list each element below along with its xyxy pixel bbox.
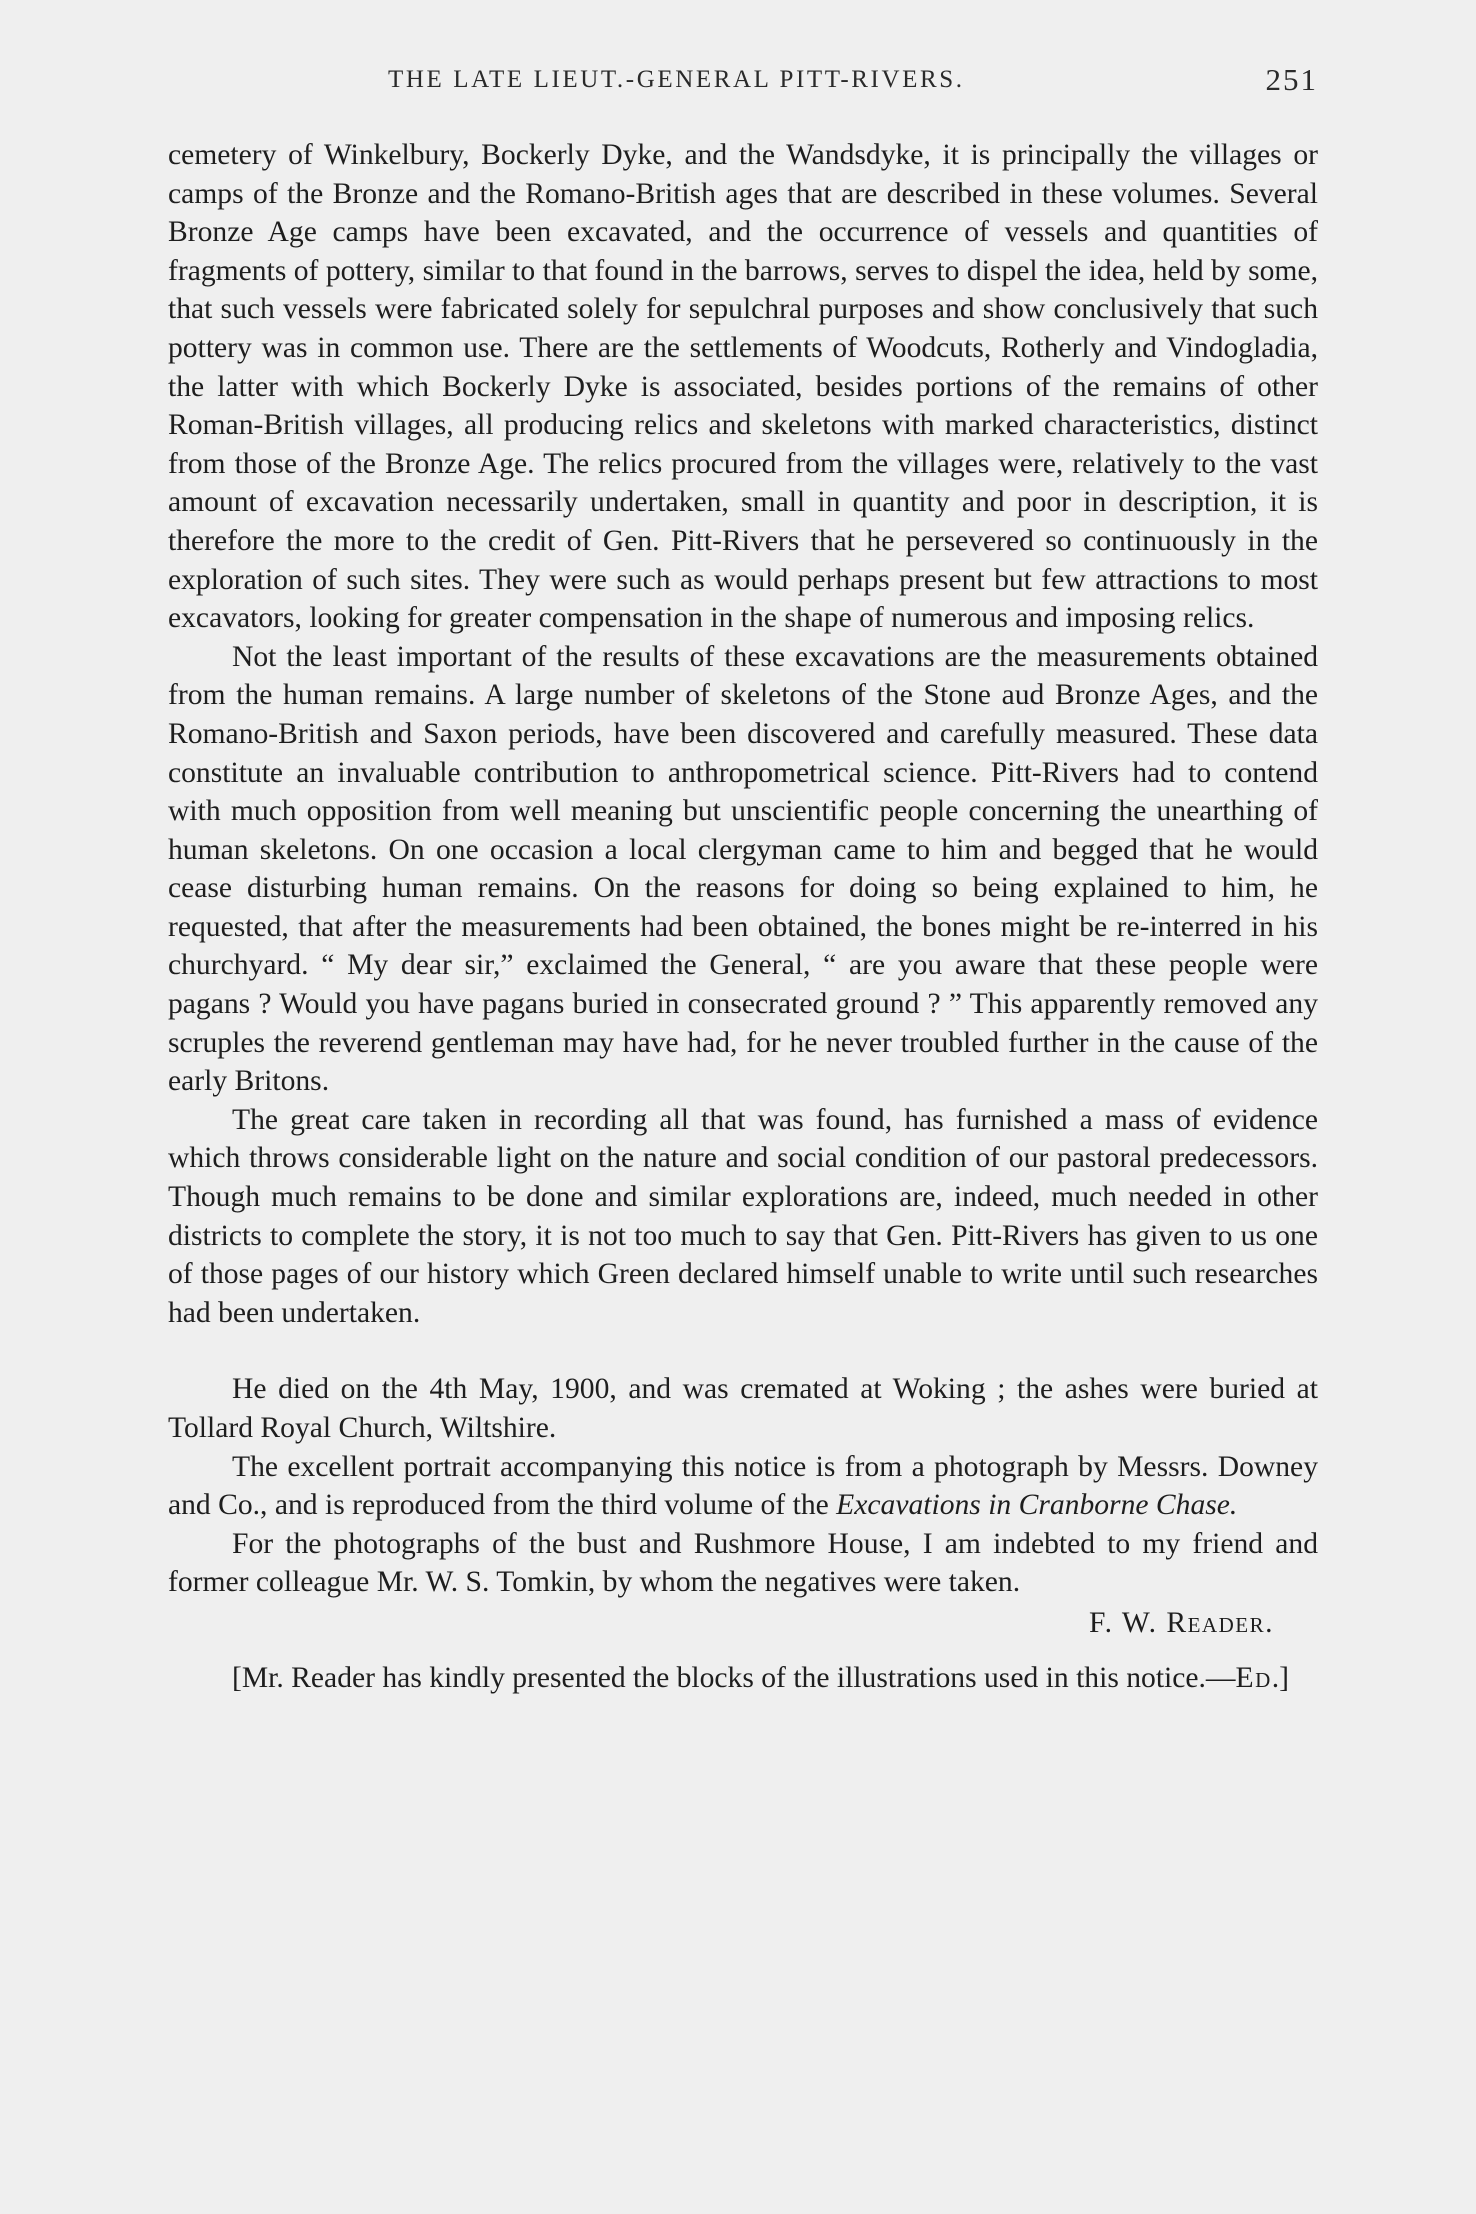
paragraph-6: For the photographs of the bust and Rushmore House, I am indebted to my friend and former colleague Mr. W. S. Tomkin, by whom the negatives were taken. <box>168 1527 1318 1599</box>
author-signature: F. W. Reader. <box>1089 1606 1274 1639</box>
running-title: THE LATE LIEUT.-GENERAL PITT-RIVERS. <box>388 66 965 93</box>
paragraph-1: cemetery of Winkelbury, Bockerly Dyke, and the Wandsdyke, it is principally the villages or camps of the Bronze and the Romano-British ages that are described in these volumes. Several Bronze Age camps have been excavated, and the occurrence of vessels and quantities of fragments of pottery, similar to that found in the barrows, serves to dispel the idea, held by some, that such vessels were fabricated solely for sepulchral purposes and show conclusively that such pottery was in common use. There are the settlements of Woodcuts, Rotherly and Vindogladia, the latter with which Bockerly Dyke is associated, besides portions of the remains of other Roman-British villages, all producing relics and skeletons with marked characteristics, distinct from those of the Bronze Age. The relics procured from the villages were, relatively to the vast amount of excavation necessarily undertaken, small in quantity and poor in description, it is therefore the more to the credit of Gen. Pitt-Rivers that he persevered so continuously in the exploration of such sites. They were such as would perhaps present but few attractions to most excavators, looking for greater compensation in the shape of numerous and imposing relics. <box>168 139 1318 635</box>
paragraph-4: He died on the 4th May, 1900, and was cremated at Woking ; the ashes were buried at Tollard Royal Church, Wiltshire. <box>168 1373 1318 1444</box>
paragraph-gap <box>168 1332 1318 1370</box>
editor-abbreviation: Ed <box>1235 1661 1272 1694</box>
page-header <box>168 62 1318 106</box>
book-title: Excavations in Cranborne Chase. <box>836 1489 1238 1522</box>
paragraph-2: Not the least important of the results of these excavations are the measurements obtained from the human remains. A large number of skeletons of the Stone aud Bronze Ages, and the Romano-British and Saxon periods, have been discovered and carefully measured. These data constitute an invaluable contribution to anthropometrical science. Pitt-Rivers had to contend with much opposition from well meaning but unscientific people concerning the unearthing of human skeletons. On one occasion a local clergyman came to him and begged that he would cease disturbing human remains. On the reasons for doing so being explained to him, he requested, that after the measurements had been obtained, the bones might be re-interred in his churchyard. “ My dear sir,” exclaimed the General, “ are you aware that these people were pagans ? Would you have pagans buried in consecrated ground ? ” This apparently removed any scruples the reverend gentleman may have had, for he never troubled further in the cause of the early Britons. <box>168 640 1318 1098</box>
editor-note-text: [Mr. Reader has kindly presented the blocks of the illustrations used in this notice.— <box>232 1661 1236 1694</box>
paragraph-5 <box>168 1448 1318 1525</box>
editor-note <box>168 1659 1318 1698</box>
paragraph-5-text: The excellent portrait accompanying this notice is from a photograph by Messrs. Downey and Co., and is reproduced from the third volume of the <box>168 1450 1318 1522</box>
paragraph-3: The great care taken in recording all that was found, has furnished a mass of evidence which throws considerable light on the nature and social condition of our pastoral predecessors. Though much remains to be done and similar explorations are, indeed, much needed in other districts to complete the story, it is not too much to say that Gen. Pitt-Rivers has given to us one of those pages of our history which Green declared himself unable to write until such researches had been undertaken. <box>168 1103 1318 1329</box>
page-number: 251 <box>1265 62 1318 97</box>
editor-note-end: .] <box>1271 1661 1290 1694</box>
article-body <box>168 136 1318 1697</box>
